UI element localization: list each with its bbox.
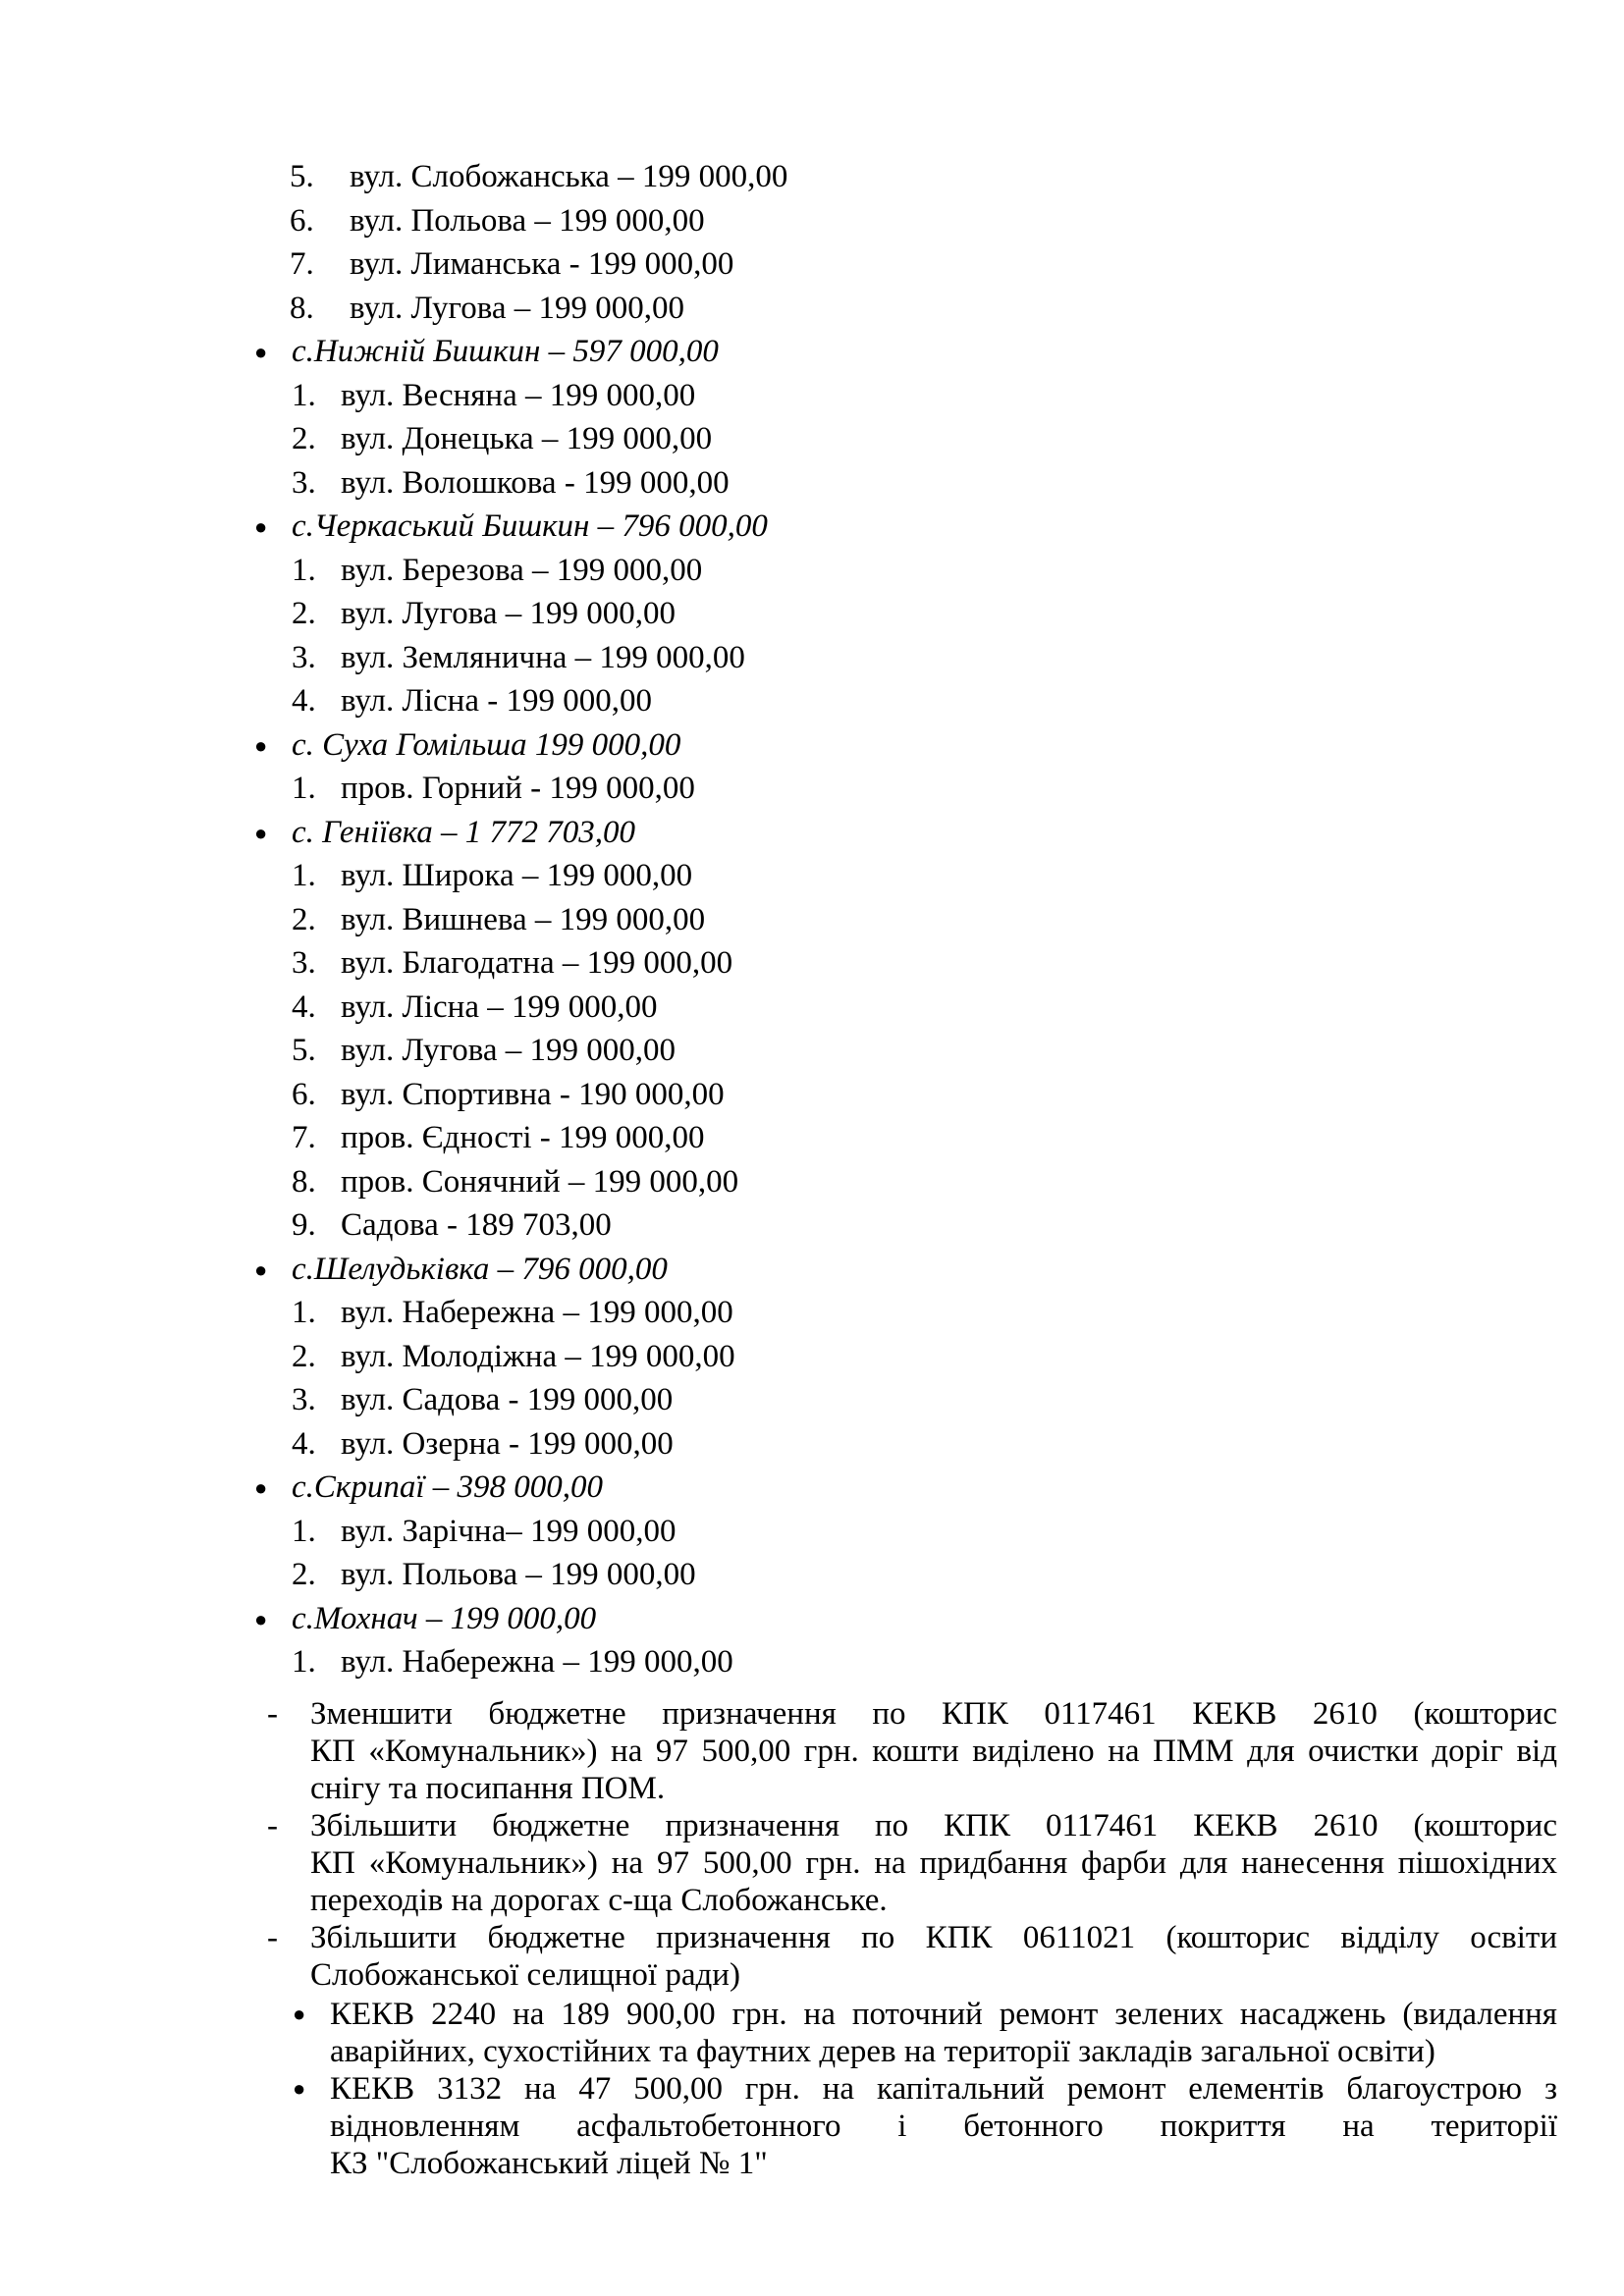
item-text: вул. Озерна - 199 000,00 (341, 1425, 674, 1462)
sub-item-line: відновленням асфальтобетонного і бетонного покриття на території (330, 2109, 1557, 2144)
item-text: вул. Березова – 199 000,00 (341, 552, 703, 588)
item-number: 2. (292, 421, 316, 456)
item-number: 4. (292, 988, 316, 1025)
list-item (292, 769, 695, 808)
village-heading: с. Геніївка – 1 772 703,00 (292, 814, 635, 850)
item-text: вул. Набережна – 199 000,00 (341, 1644, 733, 1680)
list-item (292, 463, 730, 503)
dash-marker: - (267, 1696, 278, 1732)
item-text: вул. Лугова – 199 000,00 (350, 290, 685, 326)
item-text: вул. Вишнева – 199 000,00 (341, 901, 706, 937)
item-text: вул. Весняна – 199 000,00 (341, 377, 696, 413)
item-text: вул. Землянична – 199 000,00 (341, 639, 745, 675)
item-text: вул. Набережна – 199 000,00 (341, 1295, 733, 1330)
list-item (292, 1205, 612, 1245)
village-heading: с.Мохнач – 199 000,00 (292, 1600, 597, 1636)
item-text: вул. Молодіжна – 199 000,00 (341, 1338, 735, 1374)
item-text: вул. Польова – 199 000,00 (341, 1557, 696, 1592)
list-item (292, 638, 745, 677)
item-text: вул. Лісна – 199 000,00 (341, 988, 658, 1025)
item-number: 5. (292, 1033, 316, 1068)
item-text: пров. Єдності - 199 000,00 (341, 1120, 705, 1155)
list-item (292, 1555, 696, 1594)
item-number: 1. (292, 1295, 316, 1330)
list-item (292, 1337, 735, 1376)
item-text: пров. Горний - 199 000,00 (341, 771, 695, 806)
paragraph (310, 1695, 1557, 1807)
item-number: 8. (290, 290, 314, 326)
paragraph-line: Зменшити бюджетне призначення по КПК 0117461 КЕКВ 2610 (кошторис (310, 1696, 1557, 1732)
item-number: 2. (292, 1557, 316, 1592)
bullet-icon: ● (254, 340, 268, 364)
item-number: 3. (292, 1382, 316, 1417)
item-number: 4. (292, 683, 316, 719)
item-text: пров. Сонячний – 199 000,00 (341, 1163, 739, 1200)
item-text: вул. Садова - 199 000,00 (341, 1382, 674, 1417)
bullet-icon: ● (254, 514, 268, 539)
item-number: 1. (292, 1644, 316, 1680)
item-number: 1. (292, 1513, 316, 1549)
item-text: вул. Лісна - 199 000,00 (341, 683, 652, 719)
bullet-icon: ● (254, 1606, 268, 1631)
item-number: 2. (292, 596, 316, 631)
item-text: вул. Волошкова - 199 000,00 (341, 464, 730, 501)
item-number: 3. (292, 945, 316, 981)
village-heading: с.Нижній Бишкин – 597 000,00 (292, 334, 719, 369)
paragraph-line: Слобожанської селищної ради) (310, 1957, 740, 1993)
paragraph (310, 1919, 1557, 1994)
bullet-icon: ● (254, 732, 268, 758)
bullet-icon: ● (254, 1475, 268, 1500)
list-item (292, 1075, 725, 1114)
list-item (292, 988, 657, 1027)
list-item (292, 1424, 674, 1464)
bullet-icon: ● (254, 820, 268, 845)
sub-item-line: аварійних, сухостійних та фаутних дерев на території закладів загальної освіти) (330, 2034, 1435, 2069)
paragraph-line: переходів на дорогах с-ща Слобожанське. (310, 1883, 888, 1918)
item-number: 6. (290, 202, 314, 239)
item-text: Садова - 189 703,00 (341, 1207, 612, 1243)
item-text: вул. Слобожанська – 199 000,00 (350, 159, 788, 194)
item-number: 7. (290, 246, 314, 282)
list-item (290, 157, 787, 196)
list-item (292, 1031, 676, 1070)
dash-marker: - (267, 1920, 278, 1955)
item-number: 1. (292, 377, 316, 413)
item-text: вул. Лугова – 199 000,00 (341, 1033, 677, 1068)
list-item (292, 900, 705, 939)
list-item (292, 856, 692, 895)
village-heading: с.Скрипаї – 398 000,00 (292, 1469, 604, 1505)
paragraph-line: КП «Комунальник») на 97 500,00 грн. на придбання фарби для нанесення пішохідних (310, 1845, 1557, 1881)
item-number: 2. (292, 1338, 316, 1374)
list-item (292, 681, 652, 721)
list-item (292, 1293, 733, 1332)
list-item (292, 1380, 673, 1419)
item-number: 8. (292, 1163, 316, 1200)
item-number: 1. (292, 771, 316, 806)
item-number: 1. (292, 552, 316, 588)
list-item (292, 594, 676, 633)
item-number: 3. (292, 464, 316, 501)
list-item (292, 1162, 738, 1201)
sub-item (330, 1996, 1557, 2070)
item-number: 1. (292, 858, 316, 893)
sub-item-line: КЕКВ 2240 на 189 900,00 грн. на поточний ремонт зелених насаджень (видалення (330, 1997, 1557, 2032)
list-item (290, 244, 733, 284)
sub-item-line: КЕКВ 3132 на 47 500,00 грн. на капітальний ремонт елементів благоустрою з (330, 2071, 1557, 2107)
item-number: 2. (292, 901, 316, 937)
item-number: 4. (292, 1425, 316, 1462)
item-number: 9. (292, 1207, 316, 1243)
item-text: вул. Спортивна - 190 000,00 (341, 1076, 725, 1112)
bullet-icon: ● (293, 2076, 306, 2101)
village-heading: с.Черкаський Бишкин – 796 000,00 (292, 508, 768, 544)
paragraph-line: Збільшити бюджетне призначення по КПК 0117461 КЕКВ 2610 (кошторис (310, 1808, 1557, 1843)
item-text: вул. Лиманська - 199 000,00 (350, 246, 734, 282)
list-item (290, 289, 684, 328)
paragraph (310, 1807, 1557, 1919)
list-item (292, 551, 702, 590)
village-heading: с.Шелудьківка – 796 000,00 (292, 1251, 668, 1287)
list-item (292, 1118, 705, 1157)
bullet-icon: ● (293, 2002, 306, 2026)
bullet-icon: ● (254, 1256, 268, 1282)
item-number: 5. (290, 159, 314, 194)
item-text: вул. Лугова – 199 000,00 (341, 596, 677, 631)
item-number: 3. (292, 639, 316, 675)
item-text: вул. Благодатна – 199 000,00 (341, 945, 733, 981)
list-item (292, 419, 712, 458)
list-item (292, 1512, 676, 1551)
item-number: 6. (292, 1076, 316, 1112)
village-heading: с. Суха Гомільша 199 000,00 (292, 726, 681, 763)
list-item (290, 201, 705, 240)
item-number: 7. (292, 1120, 316, 1155)
list-item (292, 1642, 733, 1682)
sub-item (330, 2070, 1557, 2182)
item-text: вул. Донецька – 199 000,00 (341, 421, 713, 456)
item-text: вул. Широка – 199 000,00 (341, 858, 693, 893)
item-text: вул. Зарічна– 199 000,00 (341, 1513, 677, 1549)
list-item (292, 376, 695, 415)
paragraph-line: Збільшити бюджетне призначення по КПК 0611021 (кошторис відділу освіти (310, 1920, 1557, 1955)
sub-item-line: КЗ "Слобожанський ліцей № 1" (330, 2146, 768, 2181)
list-item (292, 943, 732, 983)
item-text: вул. Польова – 199 000,00 (350, 202, 705, 239)
paragraph-line: снігу та посипання ПОМ. (310, 1771, 666, 1806)
dash-marker: - (267, 1808, 278, 1843)
paragraph-line: КП «Комунальник») на 97 500,00 грн. кошти виділено на ПММ для очистки доріг від (310, 1734, 1557, 1769)
